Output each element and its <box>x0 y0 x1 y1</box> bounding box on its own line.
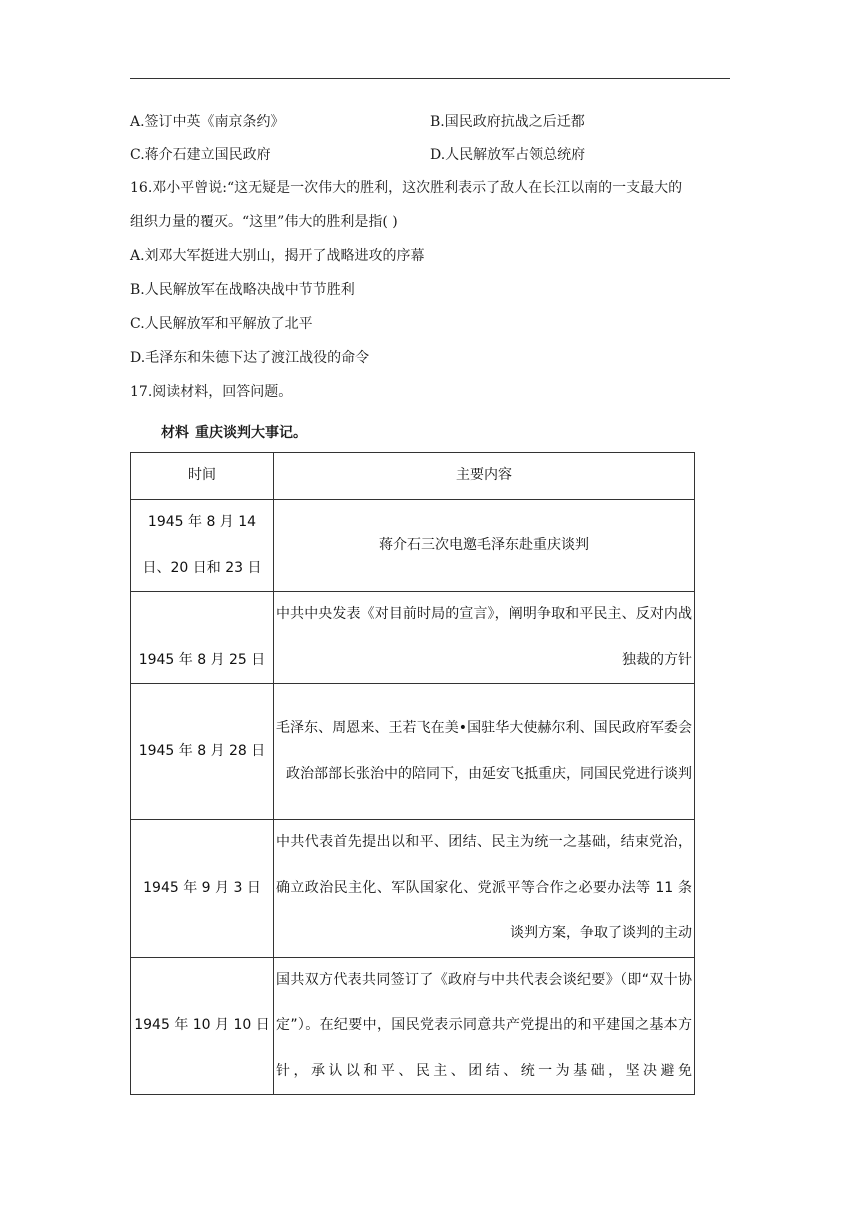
q15-option-a: A.签订中英《南京条约》 <box>130 114 285 130</box>
table-row <box>131 500 695 592</box>
table-row <box>131 957 695 1095</box>
q16-stem-line2: 组织力量的覆灭。“这里”伟大的胜利是指( ) <box>130 214 398 230</box>
q16-stem-line1: 16.邓小平曾说:“这无疑是一次伟大的胜利，这次胜利表示了敌人在长江以南的一支最大的 <box>130 180 683 196</box>
table-row <box>131 820 695 958</box>
chongqing-negotiation-table <box>130 452 695 1095</box>
material-heading <box>161 422 307 442</box>
row-date: 1945 年 9 月 3 日 <box>131 820 274 958</box>
q15-option-b: B.国民政府抗战之后迁都 <box>430 114 585 130</box>
header-content: 主要内容 <box>274 453 695 500</box>
row-date: 1945 年 8 月 25 日 <box>131 592 274 684</box>
q15-option-c: C.蒋介石建立国民政府 <box>130 147 271 163</box>
table-row <box>131 592 695 684</box>
header-rule <box>130 78 730 79</box>
row-content: 蒋介石三次电邀毛泽东赴重庆谈判 <box>274 500 695 592</box>
row-date: 1945 年 8 月 14 日、20 日和 23 日 <box>131 500 274 592</box>
table-header-row <box>131 453 695 500</box>
q15-option-d: D.人民解放军占领总统府 <box>430 147 586 163</box>
row-content: 中共中央发表《对目前时局的宣言》，阐明争取和平民主、反对内战独裁的方针 <box>274 592 695 684</box>
row-content: 国共双方代表共同签订了《政府与中共代表会谈纪要》（即“双十协定”）。在纪要中，国民党表示同意共产党提出的和平建国之基本方针，承认以和平、民主、团结、统一为基础，坚决避免 <box>274 957 695 1095</box>
table-row <box>131 684 695 820</box>
q17-prompt: 17.阅读材料，回答问题。 <box>130 384 293 400</box>
q16-option-c: C.人民解放军和平解放了北平 <box>130 316 313 332</box>
material-label: 材料 <box>161 425 189 441</box>
row-content: 中共代表首先提出以和平、团结、民主为统一之基础，结束党治，确立政治民主化、军队国家化、党派平等合作之必要办法等 11 条谈判方案，争取了谈判的主动 <box>274 820 695 958</box>
q16-option-a: A.刘邓大军挺进大别山，揭开了战略进攻的序幕 <box>130 248 425 264</box>
row-date: 1945 年 10 月 10 日 <box>131 957 274 1095</box>
header-time: 时间 <box>131 453 274 500</box>
row-date: 1945 年 8 月 28 日 <box>131 684 274 820</box>
q16-option-b: B.人民解放军在战略决战中节节胜利 <box>130 282 355 298</box>
material-title: 重庆谈判大事记。 <box>195 425 307 441</box>
row-content: 毛泽东、周恩来、王若飞在美•国驻华大使赫尔利、国民政府军委会政治部部长张治中的陪同下，由延安飞抵重庆，同国民党进行谈判 <box>274 684 695 820</box>
q16-option-d: D.毛泽东和朱德下达了渡江战役的命令 <box>130 350 370 366</box>
